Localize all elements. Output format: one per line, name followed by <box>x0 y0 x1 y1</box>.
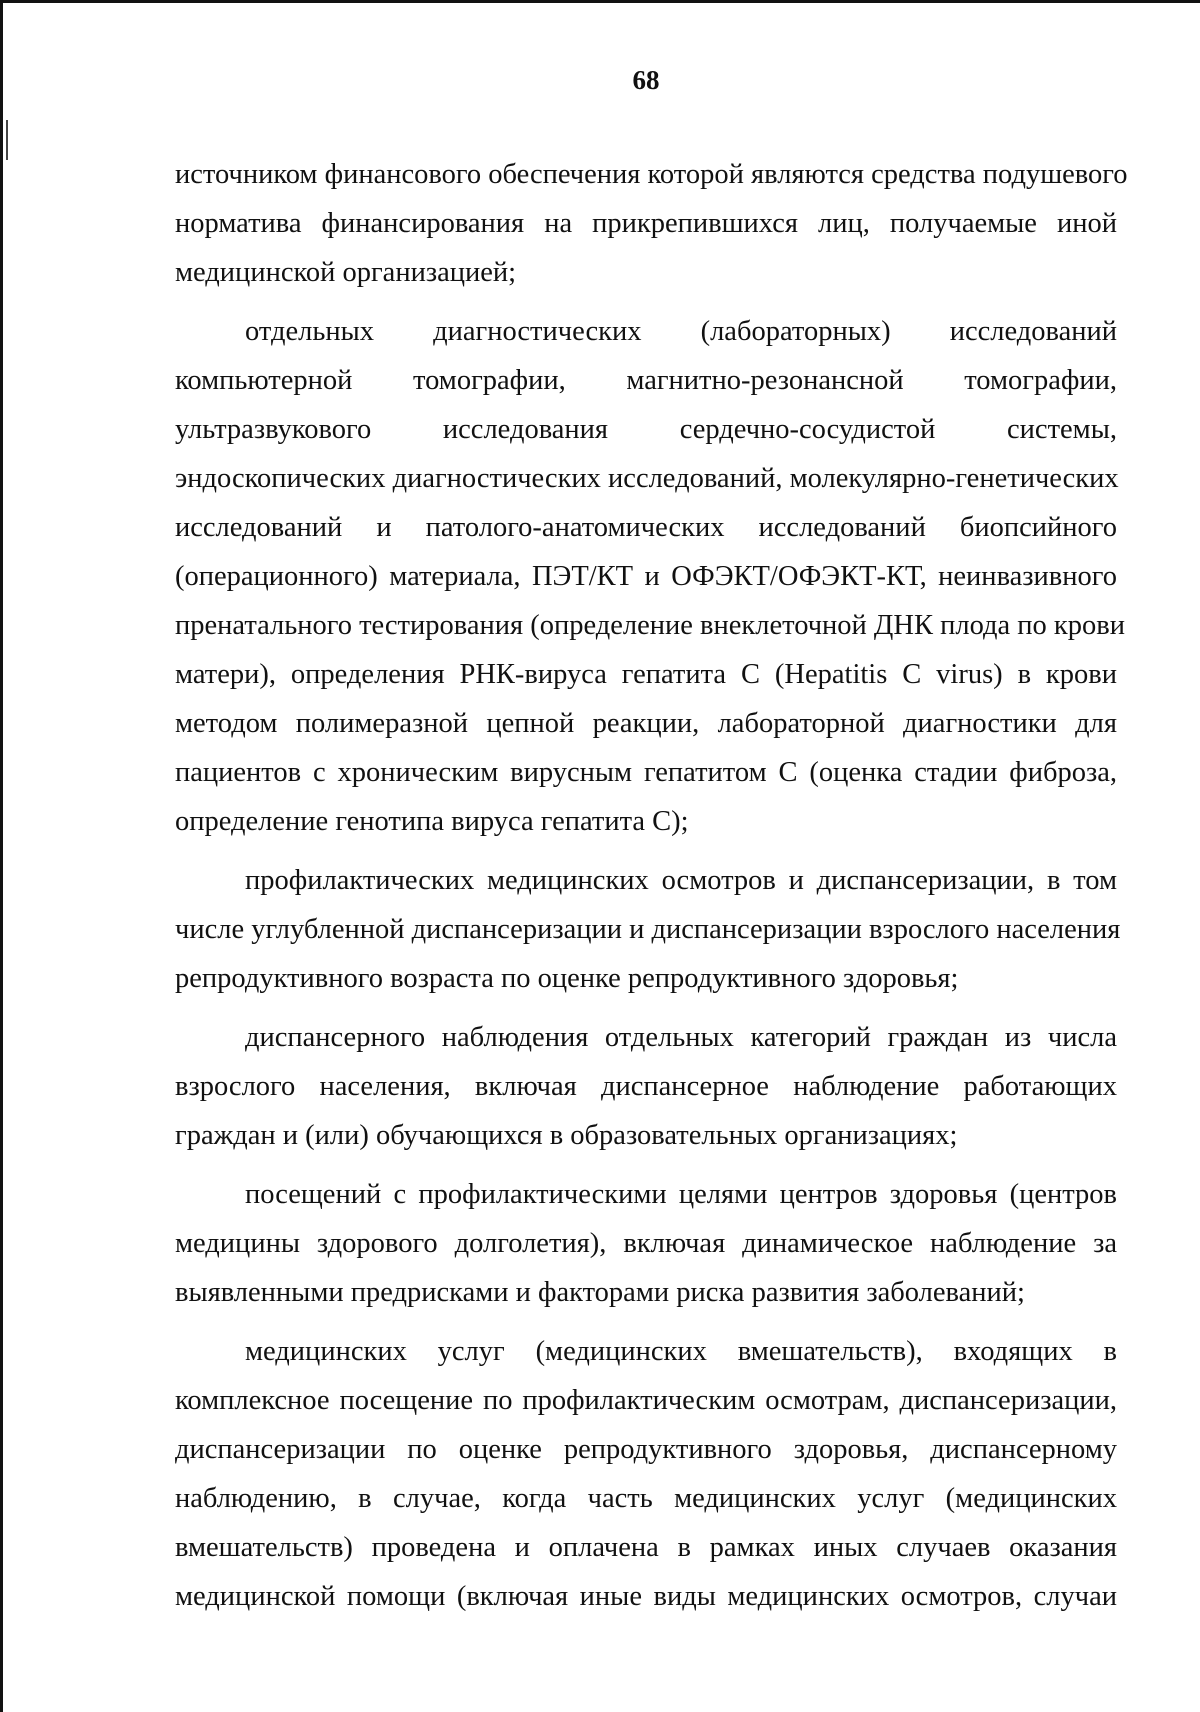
text-line: диспансеризации по оценке репродуктивного здоровья, диспансерному <box>175 1434 1117 1465</box>
text-line: пациентов с хроническим вирусным гепатитом С (оценка стадии фиброза, <box>175 757 1117 788</box>
text-line: определение генотипа вируса гепатита С); <box>175 806 689 837</box>
text-line: медицинской помощи (включая иные виды медицинских осмотров, случаи <box>175 1581 1117 1612</box>
text-line: медицины здорового долголетия), включая динамическое наблюдение за <box>175 1228 1117 1259</box>
text-line: методом полимеразной цепной реакции, лабораторной диагностики для <box>175 708 1117 739</box>
text-line: медицинской организацией; <box>175 257 517 288</box>
paragraph <box>175 1013 1117 1160</box>
text-line: числе углубленной диспансеризации и диспансеризации взрослого населения <box>175 914 1121 945</box>
text-line: взрослого населения, включая диспансерное наблюдение работающих <box>175 1071 1117 1102</box>
text-line: выявленными предрисками и факторами риска развития заболеваний; <box>175 1277 1025 1308</box>
paragraph <box>175 1327 1117 1621</box>
document-page <box>175 60 1128 1631</box>
text-line: исследований и патолого-анатомических исследований биопсийного <box>175 512 1117 543</box>
text-line: граждан и (или) обучающихся в образовательных организациях; <box>175 1120 958 1151</box>
text-line: комплексное посещение по профилактическим осмотрам, диспансеризации, <box>175 1385 1117 1416</box>
text-line: (операционного) материала, ПЭТ/КТ и ОФЭКТ/ОФЭКТ-КТ, неинвазивного <box>175 561 1117 592</box>
text-line: пренатального тестирования (определение внеклеточной ДНК плода по крови <box>175 610 1125 641</box>
text-line: матери), определения РНК-вируса гепатита С (Hepatitis C virus) в крови <box>175 659 1117 690</box>
scan-edge-mark <box>6 120 8 160</box>
text-line: норматива финансирования на прикрепившихся лиц, получаемые иной <box>175 208 1117 239</box>
text-line: источником финансового обеспечения которой являются средства подушевого <box>175 159 1128 190</box>
text-line: профилактических медицинских осмотров и диспансеризации, в том <box>245 865 1117 896</box>
text-line: эндоскопических диагностических исследований, молекулярно-генетических <box>175 463 1119 494</box>
text-line: репродуктивного возраста по оценке репродуктивного здоровья; <box>175 963 959 994</box>
text-line: посещений с профилактическими целями центров здоровья (центров <box>245 1179 1117 1210</box>
page-number: 68 <box>632 65 660 95</box>
paragraph <box>175 307 1125 846</box>
text-line: ультразвукового исследования сердечно-сосудистой системы, <box>175 414 1117 445</box>
text-line: компьютерной томографии, магнитно-резонансной томографии, <box>175 365 1117 396</box>
text-line: отдельных диагностических (лабораторных) исследований <box>245 316 1117 347</box>
paragraph <box>175 1170 1117 1317</box>
text-line: наблюдению, в случае, когда часть медицинских услуг (медицинских <box>175 1483 1117 1514</box>
text-line: диспансерного наблюдения отдельных категорий граждан из числа <box>245 1022 1117 1053</box>
text-line: вмешательств) проведена и оплачена в рамках иных случаев оказания <box>175 1532 1117 1563</box>
paragraph <box>175 856 1121 1003</box>
paragraph <box>175 150 1128 297</box>
text-line: медицинских услуг (медицинских вмешательств), входящих в <box>245 1336 1117 1367</box>
document-body <box>175 150 1128 1621</box>
